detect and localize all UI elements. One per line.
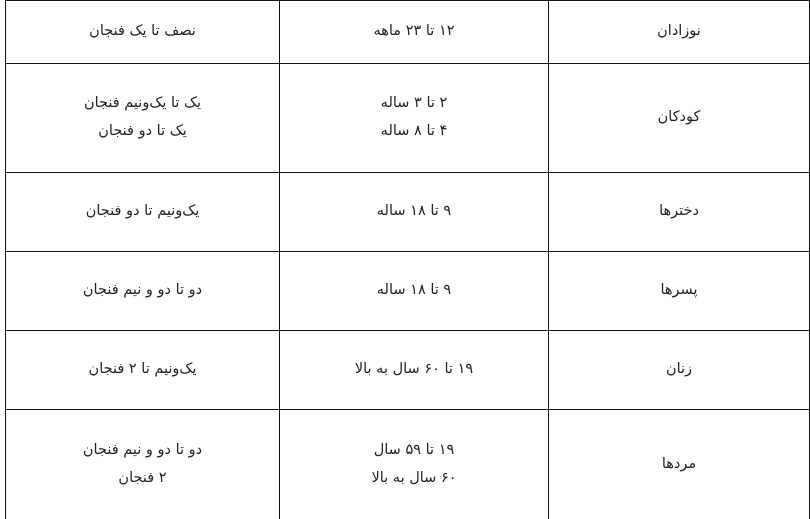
amount-cell-lines bbox=[6, 429, 279, 500]
table-cell-amount bbox=[6, 331, 280, 410]
age-line: ۹ تا ۱۸ ساله bbox=[376, 282, 452, 299]
table-cell-age bbox=[280, 173, 549, 252]
table-cell-group bbox=[549, 1, 810, 64]
age-cell-lines bbox=[280, 269, 548, 313]
age-line: ۹ تا ۱۸ ساله bbox=[376, 203, 452, 220]
table-cell-amount bbox=[6, 252, 280, 331]
table-cell-amount bbox=[6, 64, 280, 173]
table-cell-age bbox=[280, 1, 549, 64]
table-cell-amount bbox=[6, 410, 280, 519]
group-label: نوزادان bbox=[657, 23, 701, 40]
table-cell-age bbox=[280, 331, 549, 410]
amount-cell-lines bbox=[6, 190, 279, 234]
table-cell-group bbox=[549, 410, 810, 519]
group-cell-lines bbox=[549, 348, 809, 392]
table-cell-amount bbox=[6, 1, 280, 64]
age-cell-lines bbox=[280, 82, 548, 153]
amount-cell-lines bbox=[6, 10, 279, 54]
table-row bbox=[6, 64, 810, 173]
age-line: ۱۹ تا ۵۹ سال bbox=[373, 442, 455, 459]
amount-line: یک‌ونیم تا ۲ فنجان bbox=[88, 361, 197, 378]
age-line: ۶۰ سال به بالا bbox=[371, 470, 457, 486]
table-cell-group bbox=[549, 64, 810, 173]
amount-cell-lines bbox=[6, 269, 279, 313]
group-cell-lines bbox=[549, 10, 809, 54]
group-cell-lines bbox=[549, 269, 809, 313]
table-body bbox=[6, 1, 810, 519]
age-cell-lines bbox=[280, 10, 548, 54]
amount-line: نصف تا یک فنجان bbox=[89, 23, 196, 40]
group-cell-lines bbox=[549, 443, 809, 487]
amount-line: یک تا یک‌ونیم فنجان bbox=[83, 95, 202, 112]
amount-line: ۲ فنجان bbox=[118, 470, 167, 486]
age-line: ۴ تا ۸ ساله bbox=[380, 123, 448, 139]
amount-line: یک‌ونیم تا دو فنجان bbox=[85, 203, 200, 220]
table-cell-age bbox=[280, 252, 549, 331]
table-cell-amount bbox=[6, 173, 280, 252]
group-label: دخترها bbox=[659, 203, 699, 220]
table-cell-group bbox=[549, 252, 810, 331]
amount-cell-lines bbox=[6, 348, 279, 392]
table-cell-group bbox=[549, 331, 810, 410]
age-cell-lines bbox=[280, 190, 548, 234]
table-row bbox=[6, 410, 810, 519]
nutrition-table bbox=[5, 0, 810, 519]
age-line: ۲ تا ۳ ساله bbox=[380, 95, 448, 112]
table-row bbox=[6, 252, 810, 331]
amount-line: دو تا دو و نیم فنجان bbox=[82, 442, 203, 459]
amount-line: دو تا دو و نیم فنجان bbox=[82, 282, 203, 299]
table-cell-age bbox=[280, 64, 549, 173]
age-line: ۱۹ تا ۶۰ سال به بالا bbox=[354, 361, 474, 378]
group-label: مردها bbox=[661, 456, 697, 473]
table-cell-group bbox=[549, 173, 810, 252]
table-cell-age bbox=[280, 410, 549, 519]
table-row bbox=[6, 331, 810, 410]
table-row bbox=[6, 1, 810, 64]
amount-line: یک تا دو فنجان bbox=[98, 123, 187, 139]
group-cell-lines bbox=[549, 96, 809, 140]
group-label: پسرها bbox=[660, 282, 698, 299]
table-row bbox=[6, 173, 810, 252]
age-cell-lines bbox=[280, 348, 548, 392]
group-label: زنان bbox=[665, 361, 693, 378]
age-cell-lines bbox=[280, 429, 548, 500]
amount-cell-lines bbox=[6, 82, 279, 153]
group-cell-lines bbox=[549, 190, 809, 234]
group-label: کودکان bbox=[657, 109, 701, 126]
age-line: ۱۲ تا ۲۳ ماهه bbox=[373, 23, 455, 40]
